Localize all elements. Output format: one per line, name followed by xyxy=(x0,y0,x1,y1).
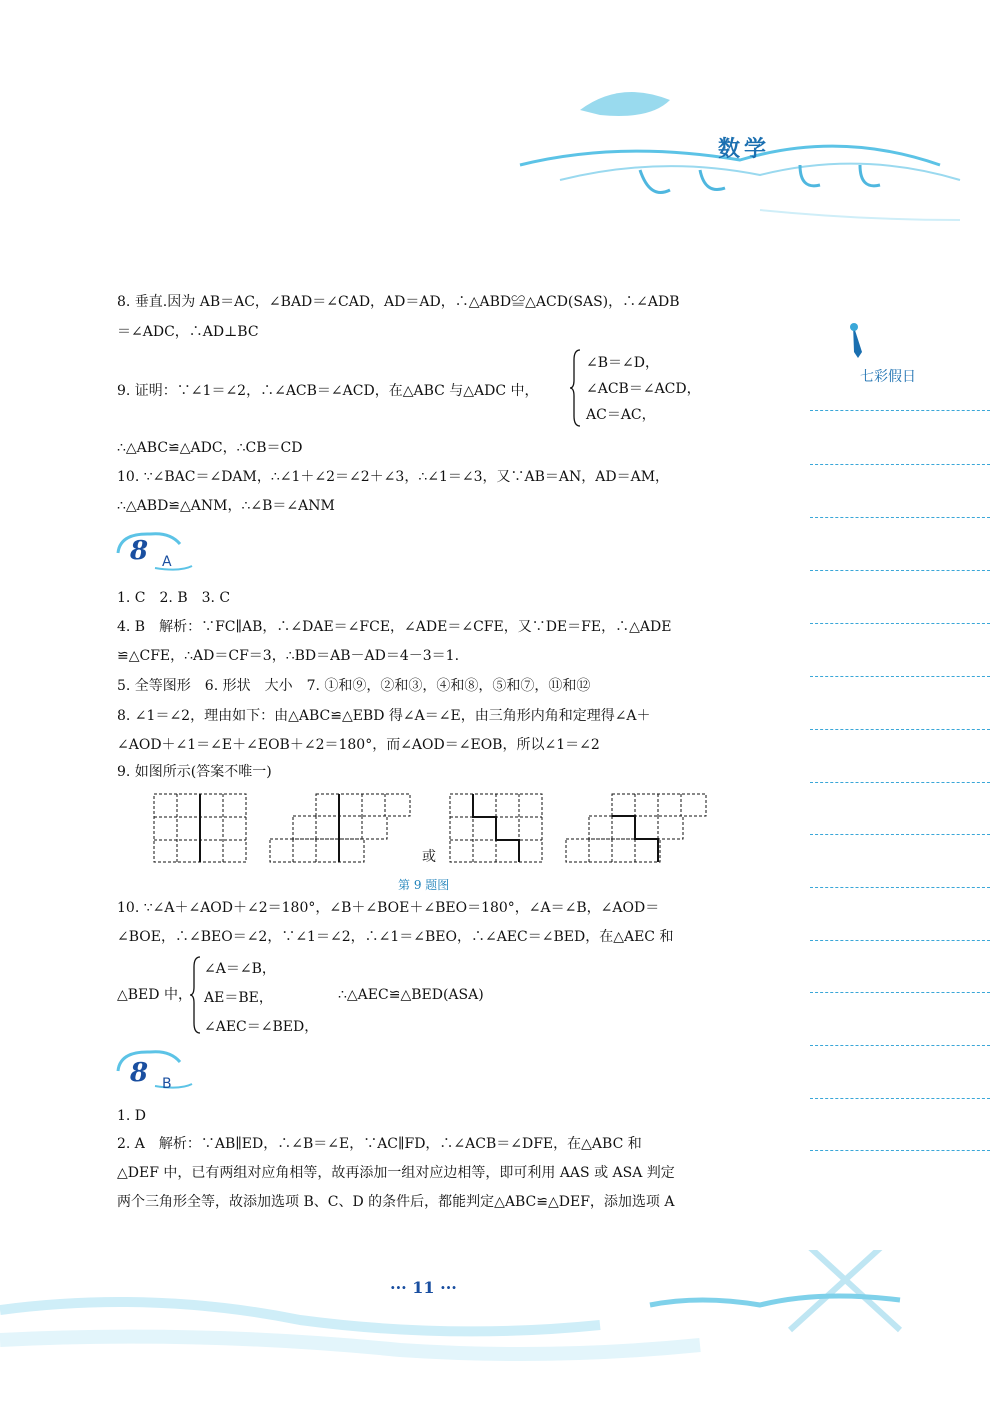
text-line: ＝∠ADC，∴AD⊥BC xyxy=(117,324,259,340)
badge-letter: A xyxy=(162,554,172,570)
pencil-icon xyxy=(848,322,868,366)
brace-symbol xyxy=(570,348,582,432)
text-line: 8. 垂直.因为 AB＝AC，∠BAD＝∠CAD，AD＝AD，∴△ABD≌△ACD(SAS)，∴∠ADB xyxy=(117,294,680,310)
note-line xyxy=(810,1045,990,1046)
condition-line: ∠A＝∠B， xyxy=(204,961,276,977)
note-line xyxy=(810,517,990,518)
or-label: 或 xyxy=(422,849,436,865)
text-line: 5. 全等图形 6. 形状 大小 7. ①和⑨，②和③，④和⑧，⑤和⑦，⑪和⑫ xyxy=(117,678,591,694)
brace-conditions xyxy=(204,955,318,1042)
text-line: 8. ∠1＝∠2，理由如下：由△ABC≌△EBD 得∠A＝∠E，由三角形内角和定理得∠A＋ xyxy=(117,708,651,724)
text-line: 9. 证明：∵∠1＝∠2，∴∠ACB＝∠ACD，在△ABC 与△ADC 中， xyxy=(117,383,539,399)
grid-figure-3 xyxy=(446,792,546,864)
note-line xyxy=(810,1098,990,1099)
badge-number: 8 xyxy=(130,536,149,566)
text-line: △BED 中， xyxy=(117,987,192,1003)
grid-figure xyxy=(266,792,414,868)
sidebar-label: 七彩假日 xyxy=(860,369,916,385)
text-line: 9. 如图所示(答案不唯一) xyxy=(117,764,272,780)
note-line xyxy=(810,992,990,993)
note-line xyxy=(810,834,990,835)
section-badge-8b xyxy=(110,1046,200,1096)
condition-line: ∠AEC＝∠BED， xyxy=(204,1019,319,1035)
condition-line: ∠B＝∠D， xyxy=(586,355,659,371)
text-line: ≌△CFE，∴AD＝CF＝3，∴BD＝AB－AD＝4－3＝1. xyxy=(117,648,460,664)
note-line xyxy=(810,464,990,465)
text-line: 2. A 解析：∵AB∥ED，∴∠B＝∠E，∵AC∥FD，∴∠ACB＝∠DFE，在△ABC 和 xyxy=(117,1136,642,1152)
condition-line: AE＝BE， xyxy=(204,990,273,1006)
grid-figure xyxy=(150,792,250,868)
note-line xyxy=(810,729,990,730)
grid-figure-1 xyxy=(150,792,250,864)
grid-figure-2 xyxy=(266,792,414,864)
note-line xyxy=(810,1150,990,1151)
brace-symbol xyxy=(190,955,202,1039)
page-number: ··· 11 ··· xyxy=(390,1278,457,1297)
grid-figure-4 xyxy=(562,792,710,864)
condition-line: AC＝AC， xyxy=(586,407,656,423)
text-line: ∠AOD＋∠1＝∠E＋∠EOB＋∠2＝180°，而∠AOD＝∠EOB，所以∠1＝∠2 xyxy=(117,737,600,753)
grid-figure xyxy=(446,792,546,868)
text-line: ∠BOE，∴∠BEO＝∠2，∵∠1＝∠2，∴∠1＝∠BEO，∴∠AEC＝∠BED，在△AEC 和 xyxy=(117,929,674,945)
text-line: 两个三角形全等，故添加选项 B、C、D 的条件后，都能判定△ABC≌△DEF，添加选项 A xyxy=(117,1194,675,1210)
text-line: 10. ∵∠A＋∠AOD＋∠2＝180°，∠B＋∠BOE＋∠BEO＝180°，∠A＝∠B，∠AOD＝ xyxy=(117,900,660,916)
note-line xyxy=(810,782,990,783)
note-line xyxy=(810,623,990,624)
text-line: ∴△ABC≌△ADC，∴CB＝CD xyxy=(117,440,303,456)
note-line xyxy=(810,940,990,941)
text-line: ∴△ABD≌△ANM，∴∠B＝∠ANM xyxy=(117,498,335,514)
brace-conditions xyxy=(586,350,701,428)
badge-number: 8 xyxy=(130,1058,149,1088)
text-line: 1. D xyxy=(117,1108,147,1124)
text-line: 1. C 2. B 3. C xyxy=(117,590,231,606)
grid-figure xyxy=(562,792,710,868)
note-line xyxy=(810,676,990,677)
text-line: △DEF 中，已有两组对应角相等，故再添加一组对应边相等，即可利用 AAS 或 ASA 判定 xyxy=(117,1165,675,1181)
figure-caption: 第 9 题图 xyxy=(398,878,450,892)
section-badge-8a xyxy=(110,528,200,578)
footer-wave-art xyxy=(0,1250,1000,1407)
badge-letter: B xyxy=(162,1076,172,1092)
conclusion-text: ∴△AEC≌△BED(ASA) xyxy=(338,987,484,1003)
condition-line: ∠ACB＝∠ACD， xyxy=(586,381,701,397)
note-line xyxy=(810,570,990,571)
text-line: 4. B 解析：∵FC∥AB，∴∠DAE＝∠FCE，∠ADE＝∠CFE，又∵DE＝FE，∴△ADE xyxy=(117,619,672,635)
note-line xyxy=(810,410,990,411)
text-line: 10. ∵∠BAC＝∠DAM，∴∠1＋∠2＝∠2＋∠3，∴∠1＝∠3，又∵AB＝AN，AD＝AM， xyxy=(117,469,670,485)
header-title: 数学 xyxy=(718,136,771,162)
note-line xyxy=(810,887,990,888)
